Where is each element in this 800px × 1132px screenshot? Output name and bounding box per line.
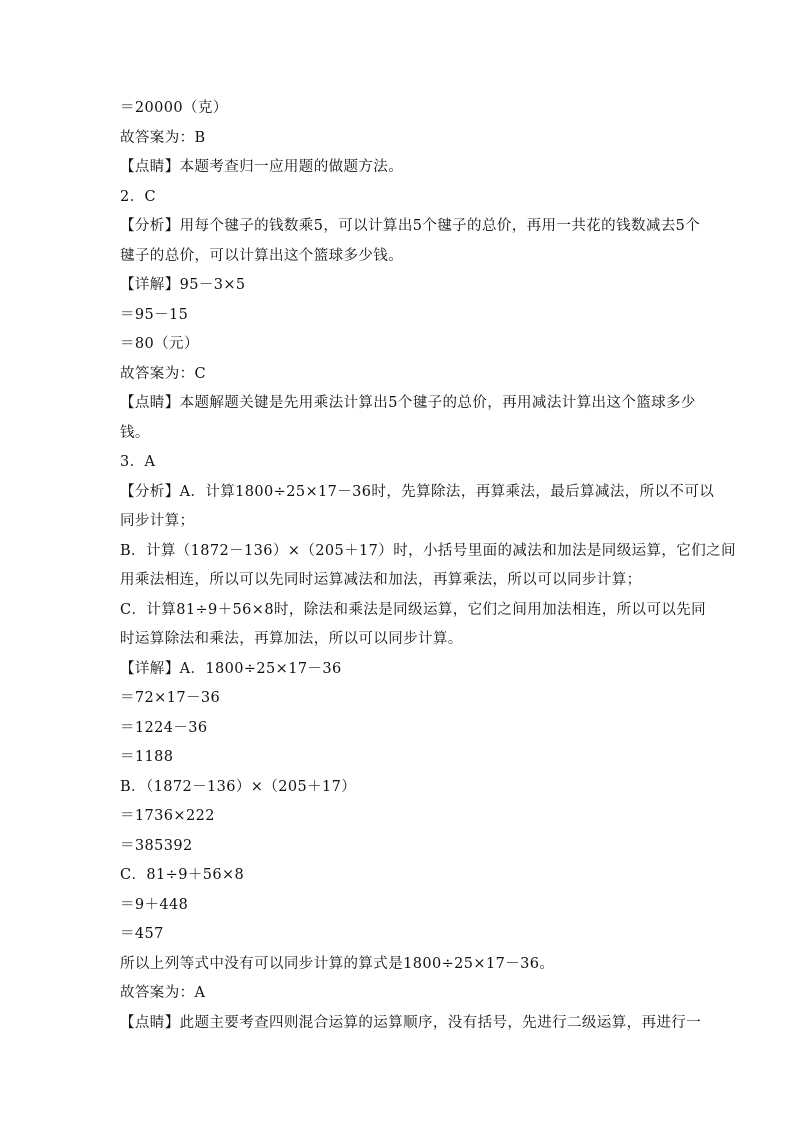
text-line: 故答案为：C	[120, 366, 206, 382]
text-line: ＝385392	[120, 838, 193, 854]
text-line: 【点睛】本题解题关键是先用乘法计算出5个毽子的总价，再用减法计算出这个篮球多少	[120, 395, 696, 411]
text-line: ＝9＋448	[120, 897, 189, 913]
text-line: 3．A	[120, 454, 156, 470]
text-line: 2．C	[120, 189, 157, 205]
text-line: 所以上列等式中没有可以同步计算的算式是1800÷25×17－36。	[120, 956, 555, 972]
text-line: 故答案为：B	[120, 130, 206, 146]
text-line: 时运算除法和乘法，再算加法，所以可以同步计算。	[120, 631, 463, 647]
text-line: ＝80（元）	[120, 336, 199, 352]
text-line: ＝72×17－36	[120, 690, 221, 706]
text-line: 【详解】95－3×5	[120, 277, 246, 293]
text-line: ＝457	[120, 926, 164, 942]
text-line: C．81÷9＋56×8	[120, 867, 245, 883]
text-line: 毽子的总价，可以计算出这个篮球多少钱。	[120, 248, 404, 264]
text-line: 故答案为：A	[120, 985, 206, 1001]
text-line: 【点睛】本题考查归一应用题的做题方法。	[120, 159, 404, 175]
text-line: ＝95－15	[120, 307, 189, 323]
text-line: ＝1224－36	[120, 720, 208, 736]
text-line: 钱。	[120, 425, 150, 441]
text-line: C．计算81÷9＋56×8时，除法和乘法是同级运算，它们之间用加法相连，所以可以先同	[120, 602, 707, 618]
text-line: 【详解】A．1800÷25×17－36	[120, 661, 342, 677]
text-line: 【分析】A．计算1800÷25×17－36时，先算除法，再算乘法，最后算减法，所以不可以	[120, 484, 715, 500]
text-line: B．（1872－136）×（205＋17）	[120, 779, 357, 795]
text-line: ＝20000（克）	[120, 100, 228, 116]
text-line: ＝1736×222	[120, 808, 215, 824]
text-line: 【点睛】此题主要考查四则混合运算的运算顺序，没有括号，先进行二级运算，再进行一	[120, 1015, 702, 1031]
text-line: ＝1188	[120, 749, 174, 765]
text-line: 【分析】用每个毽子的钱数乘5，可以计算出5个毽子的总价，再用一共花的钱数减去5个	[120, 218, 701, 234]
text-line: 用乘法相连，所以可以先同时运算减法和加法，再算乘法，所以可以同步计算；	[120, 572, 642, 588]
text-line: B．计算（1872－136）×（205＋17）时，小括号里面的减法和加法是同级运算，它们之间	[120, 543, 736, 559]
text-line: 同步计算；	[120, 513, 195, 529]
